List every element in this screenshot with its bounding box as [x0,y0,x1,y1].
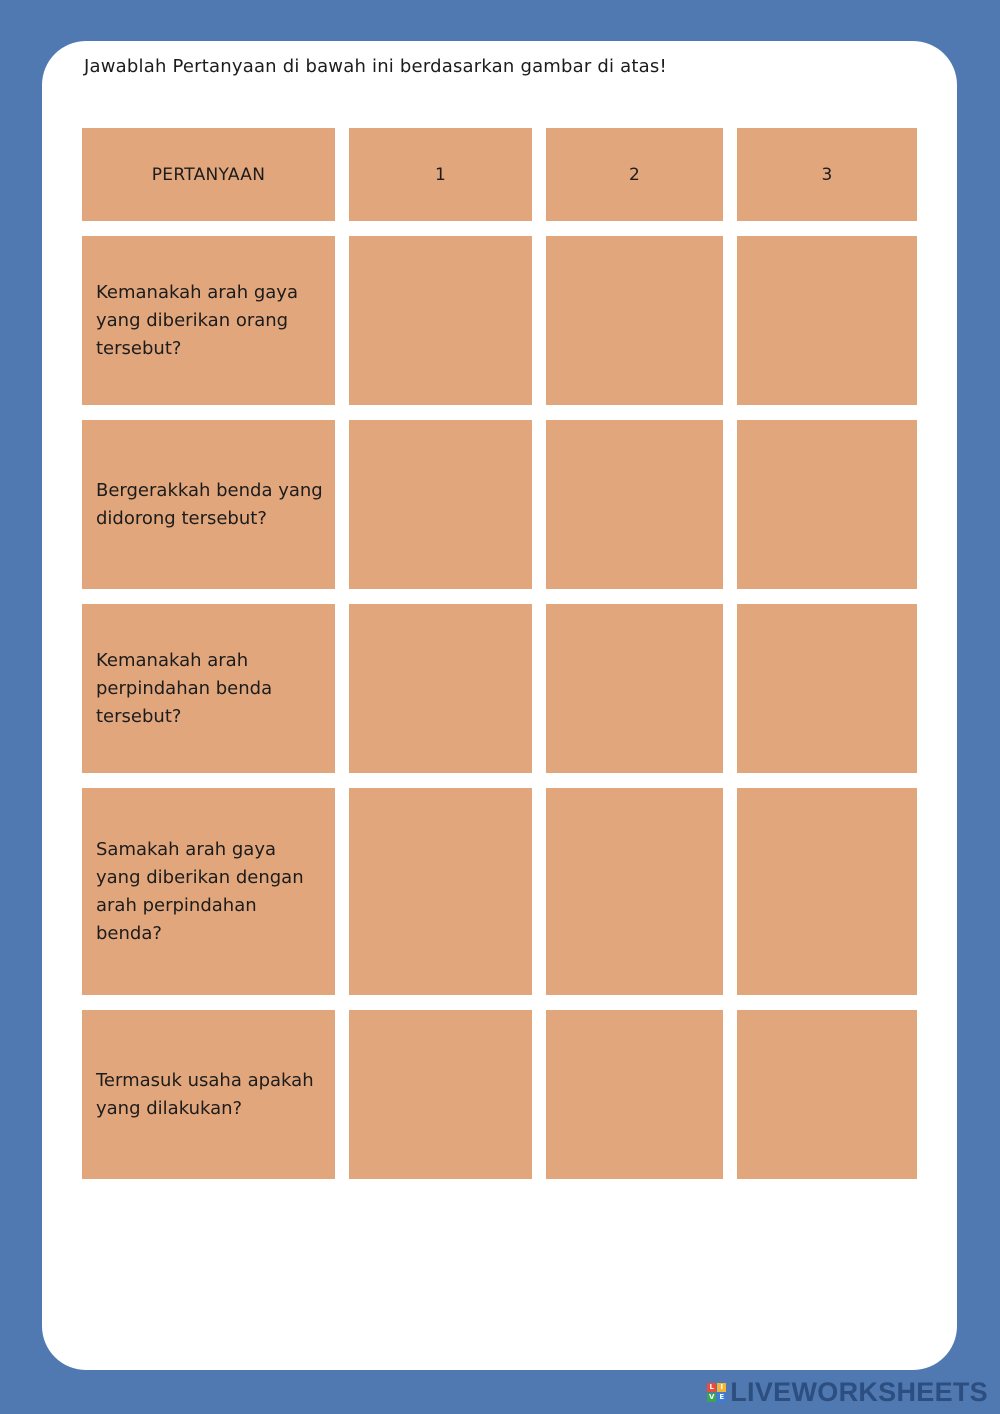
answer-cell-2-2[interactable] [546,420,723,589]
question-1 [82,236,335,405]
answer-cell-1-2[interactable] [546,236,723,405]
header-col-1: 1 [349,128,532,221]
answer-cell-3-1[interactable] [349,604,532,773]
answer-cell-3-3[interactable] [737,604,917,773]
header-col-2: 2 [546,128,723,221]
question-5 [82,1010,335,1179]
answer-cell-5-1[interactable] [349,1010,532,1179]
answer-cell-1-3[interactable] [737,236,917,405]
answer-cell-4-3[interactable] [737,788,917,995]
answer-cell-1-1[interactable] [349,236,532,405]
instruction-text: Jawablah Pertanyaan di bawah ini berdasarkan gambar di atas! [84,56,667,77]
answer-cell-5-3[interactable] [737,1010,917,1179]
question-4-text: Samakah arah gaya yang diberikan dengan arah perpindahan benda? [96,838,304,944]
logo-letter-v: V [709,1393,715,1401]
question-2-text: Bergerakkah benda yang didorong tersebut? [96,479,323,529]
answer-cell-2-3[interactable] [737,420,917,589]
answer-cell-3-2[interactable] [546,604,723,773]
answer-cell-4-1[interactable] [349,788,532,995]
question-1-text: Kemanakah arah gaya yang diberikan orang tersebut? [96,281,298,359]
logo-letter-e: E [717,1393,726,1402]
question-3-text: Kemanakah arah perpindahan benda tersebut? [96,649,273,727]
logo-mark-icon [707,1383,726,1402]
answer-cell-2-1[interactable] [349,420,532,589]
logo-text: LIVEWORKSHEETS [730,1377,988,1407]
question-3 [82,604,335,773]
header-col-3: 3 [737,128,917,221]
answer-cell-4-2[interactable] [546,788,723,995]
answer-cell-5-2[interactable] [546,1010,723,1179]
logo-letter-i: I [717,1383,726,1392]
logo-letter-l: L [707,1383,716,1392]
header-pertanyaan: PERTANYAAN [82,128,335,221]
question-5-text: Termasuk usaha apakah yang dilakukan? [96,1069,314,1119]
question-2 [82,420,335,589]
liveworksheets-logo[interactable] [707,1377,988,1408]
question-4 [82,788,335,995]
